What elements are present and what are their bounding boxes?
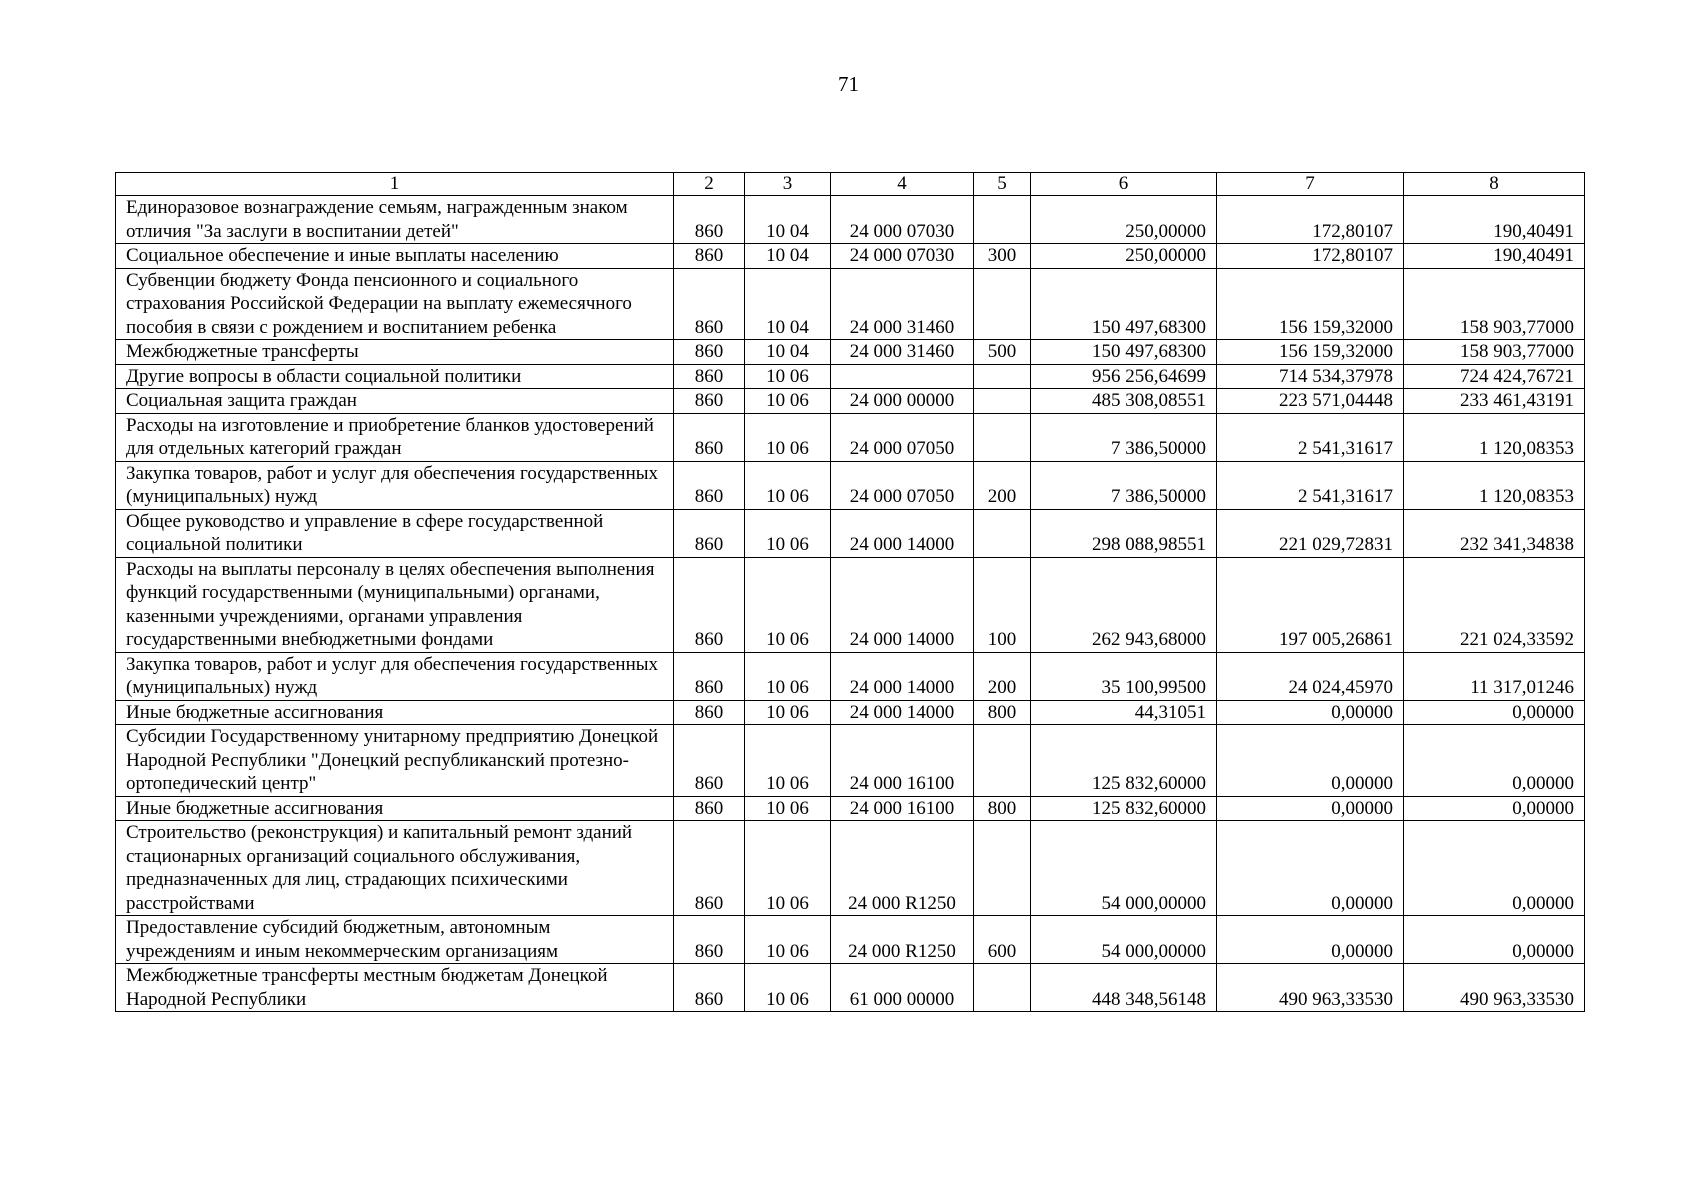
table-row [116,196,1585,244]
amount-cell: 158 903,77000 [1404,340,1585,365]
section-code-cell: 10 04 [745,196,831,244]
target-article-cell: 24 000 14000 [831,652,974,700]
target-article-cell [831,364,974,389]
amount-cell: 150 497,68300 [1031,340,1217,365]
amount-cell: 2 541,31617 [1217,413,1404,461]
amount-cell: 197 005,26861 [1217,557,1404,652]
amount-cell: 11 317,01246 [1404,652,1585,700]
amount-cell: 156 159,32000 [1217,268,1404,340]
amount-cell: 448 348,56148 [1031,964,1217,1012]
ministry-code-cell: 860 [674,413,745,461]
expense-type-cell [974,821,1031,916]
row-name-cell: Иные бюджетные ассигнования [116,700,674,725]
amount-cell: 2 541,31617 [1217,461,1404,509]
target-article-cell: 24 000 R1250 [831,916,974,964]
amount-cell: 172,80107 [1217,244,1404,269]
target-article-cell: 24 000 07030 [831,196,974,244]
amount-cell: 250,00000 [1031,196,1217,244]
amount-cell: 125 832,60000 [1031,725,1217,797]
section-code-cell: 10 04 [745,340,831,365]
target-article-cell: 24 000 07030 [831,244,974,269]
amount-cell: 490 963,33530 [1217,964,1404,1012]
target-article-cell: 24 000 07050 [831,461,974,509]
amount-cell: 223 571,04448 [1217,389,1404,414]
table-row [116,244,1585,269]
target-article-cell: 24 000 14000 [831,557,974,652]
table-row [116,725,1585,797]
amount-cell: 0,00000 [1404,700,1585,725]
expense-type-cell: 600 [974,916,1031,964]
expense-type-cell: 500 [974,340,1031,365]
amount-cell: 190,40491 [1404,244,1585,269]
amount-cell: 0,00000 [1404,821,1585,916]
expense-type-cell: 800 [974,700,1031,725]
section-code-cell: 10 06 [745,796,831,821]
row-name-cell: Закупка товаров, работ и услуг для обеспечения государственных (муниципальных) нужд [116,461,674,509]
ministry-code-cell: 860 [674,700,745,725]
row-name-cell: Закупка товаров, работ и услуг для обеспечения государственных (муниципальных) нужд [116,652,674,700]
row-name-cell: Предоставление субсидий бюджетным, автономным учреждениям и иным некоммерческим организациям [116,916,674,964]
row-name-cell: Расходы на выплаты персоналу в целях обеспечения выполнения функций государственными (муниципальными) органами, казенными учреждениями, органами управления государственными внебюджетными фондами [116,557,674,652]
amount-cell: 232 341,34838 [1404,509,1585,557]
expense-type-cell: 800 [974,796,1031,821]
table-row [116,821,1585,916]
expense-type-cell [974,964,1031,1012]
section-code-cell: 10 06 [745,821,831,916]
ministry-code-cell: 860 [674,557,745,652]
page-number: 71 [838,72,859,96]
section-code-cell: 10 06 [745,652,831,700]
column-header: 6 [1031,173,1217,196]
amount-cell: 956 256,64699 [1031,364,1217,389]
section-code-cell: 10 06 [745,413,831,461]
expense-type-cell [974,413,1031,461]
target-article-cell: 24 000 16100 [831,796,974,821]
ministry-code-cell: 860 [674,340,745,365]
table-row [116,389,1585,414]
ministry-code-cell: 860 [674,725,745,797]
amount-cell: 7 386,50000 [1031,413,1217,461]
target-article-cell: 24 000 R1250 [831,821,974,916]
ministry-code-cell: 860 [674,268,745,340]
section-code-cell: 10 06 [745,916,831,964]
row-name-cell: Расходы на изготовление и приобретение бланков удостоверений для отдельных категорий граждан [116,413,674,461]
column-header: 5 [974,173,1031,196]
target-article-cell: 24 000 07050 [831,413,974,461]
amount-cell: 7 386,50000 [1031,461,1217,509]
target-article-cell: 24 000 31460 [831,340,974,365]
expense-type-cell [974,364,1031,389]
section-code-cell: 10 06 [745,389,831,414]
amount-cell: 262 943,68000 [1031,557,1217,652]
expense-type-cell [974,509,1031,557]
expense-type-cell: 100 [974,557,1031,652]
amount-cell: 44,31051 [1031,700,1217,725]
table-row [116,340,1585,365]
target-article-cell: 24 000 00000 [831,389,974,414]
row-name-cell: Межбюджетные трансферты [116,340,674,365]
amount-cell: 54 000,00000 [1031,916,1217,964]
expense-type-cell [974,725,1031,797]
section-code-cell: 10 06 [745,725,831,797]
amount-cell: 485 308,08551 [1031,389,1217,414]
table-row [116,268,1585,340]
ministry-code-cell: 860 [674,196,745,244]
section-code-cell: 10 06 [745,700,831,725]
amount-cell: 0,00000 [1404,916,1585,964]
amount-cell: 1 120,08353 [1404,413,1585,461]
amount-cell: 724 424,76721 [1404,364,1585,389]
row-name-cell: Общее руководство и управление в сфере государственной социальной политики [116,509,674,557]
amount-cell: 190,40491 [1404,196,1585,244]
ministry-code-cell: 860 [674,509,745,557]
amount-cell: 0,00000 [1217,700,1404,725]
table-row [116,413,1585,461]
section-code-cell: 10 06 [745,461,831,509]
section-code-cell: 10 06 [745,964,831,1012]
target-article-cell: 24 000 14000 [831,700,974,725]
table-body [116,196,1585,1012]
table-row [116,557,1585,652]
row-name-cell: Социальное обеспечение и иные выплаты населению [116,244,674,269]
section-code-cell: 10 04 [745,268,831,340]
section-code-cell: 10 06 [745,364,831,389]
target-article-cell: 24 000 31460 [831,268,974,340]
ministry-code-cell: 860 [674,821,745,916]
amount-cell: 150 497,68300 [1031,268,1217,340]
amount-cell: 24 024,45970 [1217,652,1404,700]
column-header: 3 [745,173,831,196]
amount-cell: 221 024,33592 [1404,557,1585,652]
table-row [116,964,1585,1012]
amount-cell: 35 100,99500 [1031,652,1217,700]
amount-cell: 0,00000 [1217,916,1404,964]
ministry-code-cell: 860 [674,796,745,821]
table-row [116,652,1585,700]
amount-cell: 490 963,33530 [1404,964,1585,1012]
row-name-cell: Субсидии Государственному унитарному предприятию Донецкой Народной Республики "Донецкий республиканский протезно-ортопедический центр" [116,725,674,797]
amount-cell: 0,00000 [1217,796,1404,821]
amount-cell: 0,00000 [1217,725,1404,797]
amount-cell: 0,00000 [1404,796,1585,821]
section-code-cell: 10 04 [745,244,831,269]
table-row [116,916,1585,964]
ministry-code-cell: 860 [674,389,745,414]
target-article-cell: 61 000 00000 [831,964,974,1012]
amount-cell: 714 534,37978 [1217,364,1404,389]
ministry-code-cell: 860 [674,461,745,509]
amount-cell: 250,00000 [1031,244,1217,269]
table-row [116,461,1585,509]
row-name-cell: Иные бюджетные ассигнования [116,796,674,821]
expense-type-cell: 200 [974,461,1031,509]
table-row [116,700,1585,725]
ministry-code-cell: 860 [674,916,745,964]
expense-type-cell [974,196,1031,244]
row-name-cell: Субвенции бюджету Фонда пенсионного и социального страхования Российской Федерации на выплату ежемесячного пособия в связи с рождением и воспитанием ребенка [116,268,674,340]
header-row [116,173,1585,196]
amount-cell: 158 903,77000 [1404,268,1585,340]
expense-type-cell [974,389,1031,414]
expense-type-cell [974,268,1031,340]
expense-type-cell: 200 [974,652,1031,700]
section-code-cell: 10 06 [745,509,831,557]
column-header: 8 [1404,173,1585,196]
row-name-cell: Другие вопросы в области социальной политики [116,364,674,389]
row-name-cell: Единоразовое вознаграждение семьям, награжденным знаком отличия "За заслуги в воспитании детей" [116,196,674,244]
target-article-cell: 24 000 14000 [831,509,974,557]
amount-cell: 125 832,60000 [1031,796,1217,821]
expense-type-cell: 300 [974,244,1031,269]
ministry-code-cell: 860 [674,244,745,269]
table-row [116,796,1585,821]
row-name-cell: Социальная защита граждан [116,389,674,414]
column-header: 1 [116,173,674,196]
column-header: 7 [1217,173,1404,196]
amount-cell: 0,00000 [1217,821,1404,916]
table-row [116,509,1585,557]
target-article-cell: 24 000 16100 [831,725,974,797]
amount-cell: 221 029,72831 [1217,509,1404,557]
table-row [116,364,1585,389]
column-header: 2 [674,173,745,196]
amount-cell: 233 461,43191 [1404,389,1585,414]
row-name-cell: Строительство (реконструкция) и капитальный ремонт зданий стационарных организаций социального обслуживания, предназначенных для лиц, страдающих психическими расстройствами [116,821,674,916]
amount-cell: 54 000,00000 [1031,821,1217,916]
amount-cell: 172,80107 [1217,196,1404,244]
ministry-code-cell: 860 [674,652,745,700]
ministry-code-cell: 860 [674,364,745,389]
amount-cell: 298 088,98551 [1031,509,1217,557]
ministry-code-cell: 860 [674,964,745,1012]
budget-table [115,172,1585,1012]
section-code-cell: 10 06 [745,557,831,652]
amount-cell: 1 120,08353 [1404,461,1585,509]
column-header: 4 [831,173,974,196]
amount-cell: 0,00000 [1404,725,1585,797]
row-name-cell: Межбюджетные трансферты местным бюджетам Донецкой Народной Республики [116,964,674,1012]
amount-cell: 156 159,32000 [1217,340,1404,365]
